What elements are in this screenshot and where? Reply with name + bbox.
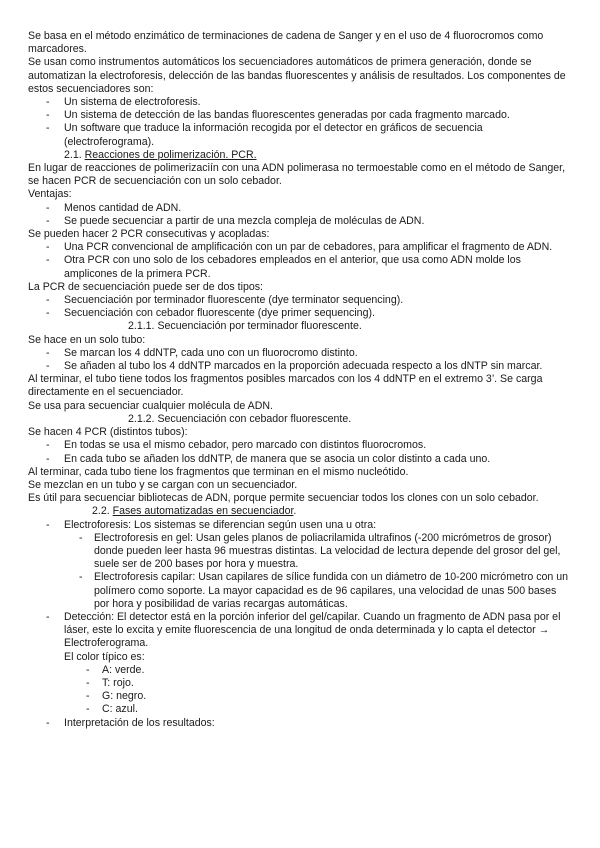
section-heading-2-1: 2.1. Reacciones de polimerización. PCR.	[64, 148, 257, 161]
section-heading-2-1-2: 2.1.2. Secuenciación con cebador fluorescente.	[128, 412, 352, 425]
dash-bullet: -	[46, 518, 50, 531]
list-item: - Una PCR convencional de amplificación con un par de cebadores, para amplificar el fragmento de ADN.	[46, 241, 553, 254]
dash-bullet: -	[46, 346, 50, 359]
dash-bullet: -	[46, 294, 50, 307]
paragraph: La PCR de secuenciación puede ser de dos tipos:	[28, 280, 263, 293]
list-item: - En cada tubo se añaden los ddNTP, de manera que se asocia un color distinto a cada uno.	[46, 452, 491, 465]
paragraph: En lugar de reacciones de polimerizaciín con una ADN polimerasa no termoestable como en el método de Sanger, se hacen PCR de secuenciación con un solo cebador.	[28, 162, 566, 188]
dash-bullet: -	[79, 571, 83, 584]
list-item: - Electroforesis capilar: Usan capilares de sílice fundida con un diámetro de 10-200 micrómetro con un polímero como soporte. La mayor capacidad es de 96 capilares, una velocidad de unas 500 bases por hora y posibilidad de varias recargas automáticas.	[79, 571, 569, 610]
dash-bullet: -	[86, 663, 90, 676]
intro-paragraph-2: Se usan como instrumentos automáticos los secuenciadores automáticos de primera generación, donde se automatizan la electroforesis, delección de las bandas fluorescentes y análisis de resultados. Los componentes de estos secuenciadores son:	[28, 56, 566, 95]
list-item: - Electroforesis: Los sistemas se diferencian según usen una u otra:	[46, 518, 377, 531]
list-item: - Secuenciación por terminador fluorescente (dye terminator sequencing).	[46, 294, 404, 307]
dash-bullet: -	[46, 716, 50, 729]
list-item: - Un software que traduce la información recogida por el detector en gráficos de secuencia (electroferograma).	[46, 122, 483, 148]
color-label: El color típico es:	[64, 650, 145, 663]
list-item: - G: negro.	[86, 690, 147, 703]
dash-bullet: -	[46, 214, 50, 227]
dash-bullet: -	[46, 610, 50, 623]
paragraph: Se mezclan en un tubo y se cargan con un secuenciador.	[28, 478, 298, 491]
dash-bullet: -	[46, 254, 50, 267]
dash-bullet: -	[46, 439, 50, 452]
list-item: - C: azul.	[86, 703, 138, 716]
dash-bullet: -	[46, 122, 50, 135]
paragraph: Se usa para secuenciar cualquier molécula de ADN.	[28, 399, 273, 412]
paragraph: Es útil para secuenciar bibliotecas de ADN, porque permite secuenciar todos los clones con un solo cebador.	[28, 492, 539, 505]
list-item: - Menos cantidad de ADN.	[46, 201, 182, 214]
ventajas-label: Ventajas:	[28, 188, 72, 201]
list-item: - Detección: El detector está en la porción inferior del gel/capilar. Cuando un fragmento de ADN pasa por el láser, este lo excita y emite fluorescencia de una longitud de onda determinada y lo capta el detector → Electroferograma.	[46, 610, 561, 650]
list-item: - Interpretación de los resultados:	[46, 716, 215, 729]
list-item: - Secuenciación con cebador fluorescente (dye primer sequencing).	[46, 307, 375, 320]
paragraph: Se hacen 4 PCR (distintos tubos):	[28, 426, 188, 439]
list-item: - Un sistema de electroforesis.	[46, 96, 201, 109]
section-heading-2-2: 2.2. Fases automatizadas en secuenciador.	[92, 505, 297, 518]
dash-bullet: -	[46, 452, 50, 465]
list-item: - Se marcan los 4 ddNTP, cada uno con un fluorocromo distinto.	[46, 346, 358, 359]
dash-bullet: -	[46, 201, 50, 214]
dash-bullet: -	[86, 690, 90, 703]
list-item: - T: rojo.	[86, 676, 134, 689]
dash-bullet: -	[46, 96, 50, 109]
dash-bullet: -	[86, 703, 90, 716]
dash-bullet: -	[86, 676, 90, 689]
dash-bullet: -	[46, 360, 50, 373]
list-item: - A: verde.	[86, 663, 145, 676]
dash-bullet: -	[46, 307, 50, 320]
list-item: - Se puede secuenciar a partir de una mezcla compleja de moléculas de ADN.	[46, 214, 425, 227]
paragraph: Al terminar, cada tubo tiene los fragmentos que terminan en el mismo nucleótido.	[28, 465, 409, 478]
list-item: - Otra PCR con uno solo de los cebadores empleados en el anterior, que usa como ADN molde los amplicones de la primera PCR.	[46, 254, 521, 280]
list-item: - Un sistema de detección de las bandas fluorescentes generadas por cada fragmento marcado.	[46, 109, 510, 122]
dash-bullet: -	[46, 241, 50, 254]
dash-bullet: -	[46, 109, 50, 122]
paragraph: Al terminar, el tubo tiene todos los fragmentos posibles marcados con los 4 ddNTP en el extremo 3’. Se carga directamente en el secuenciador.	[28, 373, 543, 399]
list-item: - Electroforesis en gel: Usan geles planos de poliacrilamida ultrafinos (-200 micrómetros de grosor) donde pueden leer hasta 96 muestras distintas. La velocidad de lectura depende del grosor del gel, suele ser de 200 bases por hora y muestra.	[79, 531, 561, 571]
paragraph: Se hace en un solo tubo:	[28, 333, 146, 346]
paragraph: Se pueden hacer 2 PCR consecutivas y acopladas:	[28, 228, 270, 241]
dash-bullet: -	[79, 531, 83, 544]
intro-paragraph-1: Se basa en el método enzimático de terminaciones de cadena de Sanger y en el uso de 4 fluorocromos como marcadores.	[28, 30, 544, 56]
list-item: - Se añaden al tubo los 4 ddNTP marcados en la proporción adecuada respecto a los dNTP sin marcar.	[46, 360, 543, 373]
document-page	[28, 30, 574, 730]
section-heading-2-1-1: 2.1.1. Secuenciación por terminador fluorescente.	[128, 320, 362, 333]
list-item: - En todas se usa el mismo cebador, pero marcado con distintos fluorocromos.	[46, 439, 427, 452]
